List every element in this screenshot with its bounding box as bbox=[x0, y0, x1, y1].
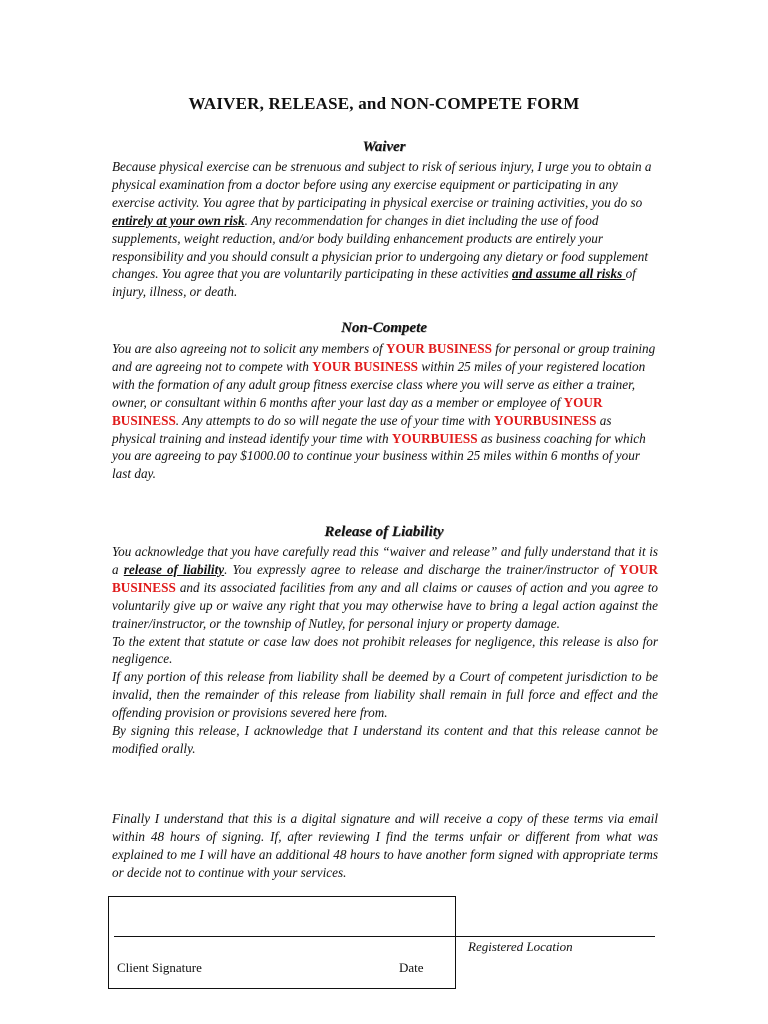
release-text-1: You acknowledge that you have carefully read this “waiver and release” and fully understand that it is a bbox=[112, 544, 658, 577]
date-label: Date bbox=[399, 960, 424, 975]
non-compete-text-2: for personal or group training and are agreeing not to compete with bbox=[112, 341, 656, 374]
business-name: YOURBUSINESS bbox=[493, 412, 597, 428]
client-signature-label: Client Signature bbox=[117, 960, 202, 975]
waiver-paragraph bbox=[112, 158, 658, 301]
release-text-2: . You expressly agree to release and discharge the trainer/instructor of bbox=[224, 561, 620, 577]
acknowledgement-text: By signing this release, I acknowledge that I understand its content and that this release cannot be modified orally. bbox=[112, 723, 658, 756]
waiver-text-1: Because physical exercise can be strenuous and subject to risk of serious injury, I urge you to obtain a physical examination from a doctor before using any exercise equipment or participating in any exercise activity. You agree that by participating in physical exercise or training activities, you do so bbox=[112, 159, 652, 210]
negligence-text: To the extent that statute or case law does not prohibit releases for negligence, this release is also for negligence. bbox=[112, 633, 658, 667]
non-compete-text-3: within 25 miles of your registered location with the formation of any adult group fitness exercise class where you will serve as either a trainer, owner, or consultant within 6 months after your last day as a member or employee of bbox=[112, 358, 646, 410]
non-compete-heading: Non-Compete bbox=[341, 320, 427, 336]
own-risk-emphasis: entirely at your own risk bbox=[112, 212, 245, 228]
release-paragraph bbox=[112, 543, 658, 758]
business-name: YOUR BUSINESS bbox=[312, 358, 419, 374]
non-compete-text-1: You are also agreeing not to solicit any members of bbox=[112, 341, 386, 356]
release-text-3: and its associated facilities from any and all claims or causes of action and you agree to voluntarily give up or waive any right that you may otherwise have to bring a legal action against the trainer/instructor, or the township of Nutley, for personal injury or property damage. bbox=[112, 579, 658, 631]
non-compete-text-4: . Any attempts to do so will negate the use of your time with bbox=[175, 412, 494, 428]
non-compete-paragraph bbox=[112, 340, 658, 483]
business-name: YOUR BUSINESS bbox=[112, 561, 659, 595]
severability-text: If any portion of this release from liability shall be deemed by a Court of competent jurisdiction to be invalid, then the remainder of this release from liability shall remain in full force and effect and the offending provision or provisions severed here from. bbox=[112, 669, 658, 721]
document-title: WAIVER, RELEASE, and NON-COMPETE FORM bbox=[188, 94, 580, 113]
business-name: YOUR BUSINESS bbox=[112, 394, 603, 428]
waiver-text-2: . Any recommendation for changes in diet including the use of food supplements, weight reduction, and/or body building enhancement products are entirely your responsibility and you should consult a physician prior to undergoing any dietary or food supplement changes. You agree that you are voluntarily participating in these activities bbox=[112, 212, 649, 282]
business-name: YOUR BUSINESS bbox=[386, 341, 492, 356]
non-compete-text-6: as business coaching for which you are agreeing to pay $1000.00 to continue your business within 25 miles within 6 months of your last day. bbox=[112, 430, 646, 482]
registered-location-label: Registered Location bbox=[468, 939, 573, 954]
digital-signature-paragraph: Finally I understand that this is a digital signature and will receive a copy of these terms via email within 48 hours of signing. If, after reviewing I find the terms unfair or different from what was explained to me I will have an additional 48 hours to have another form signed with appropriate terms or decide not to continue with your services. bbox=[112, 811, 658, 880]
business-name: YOURBUIESS bbox=[391, 430, 478, 446]
waiver-heading: Waiver bbox=[362, 139, 406, 155]
waiver-text-3: of injury, illness, or death. bbox=[112, 266, 636, 300]
signature-line bbox=[114, 936, 655, 937]
non-compete-text-5: as physical training and instead identify your time with bbox=[112, 412, 612, 446]
assume-risks-emphasis: and assume all risks bbox=[511, 266, 626, 282]
release-heading: Release of Liability bbox=[324, 524, 444, 540]
release-of-liability-emphasis: release of liability bbox=[123, 561, 225, 577]
